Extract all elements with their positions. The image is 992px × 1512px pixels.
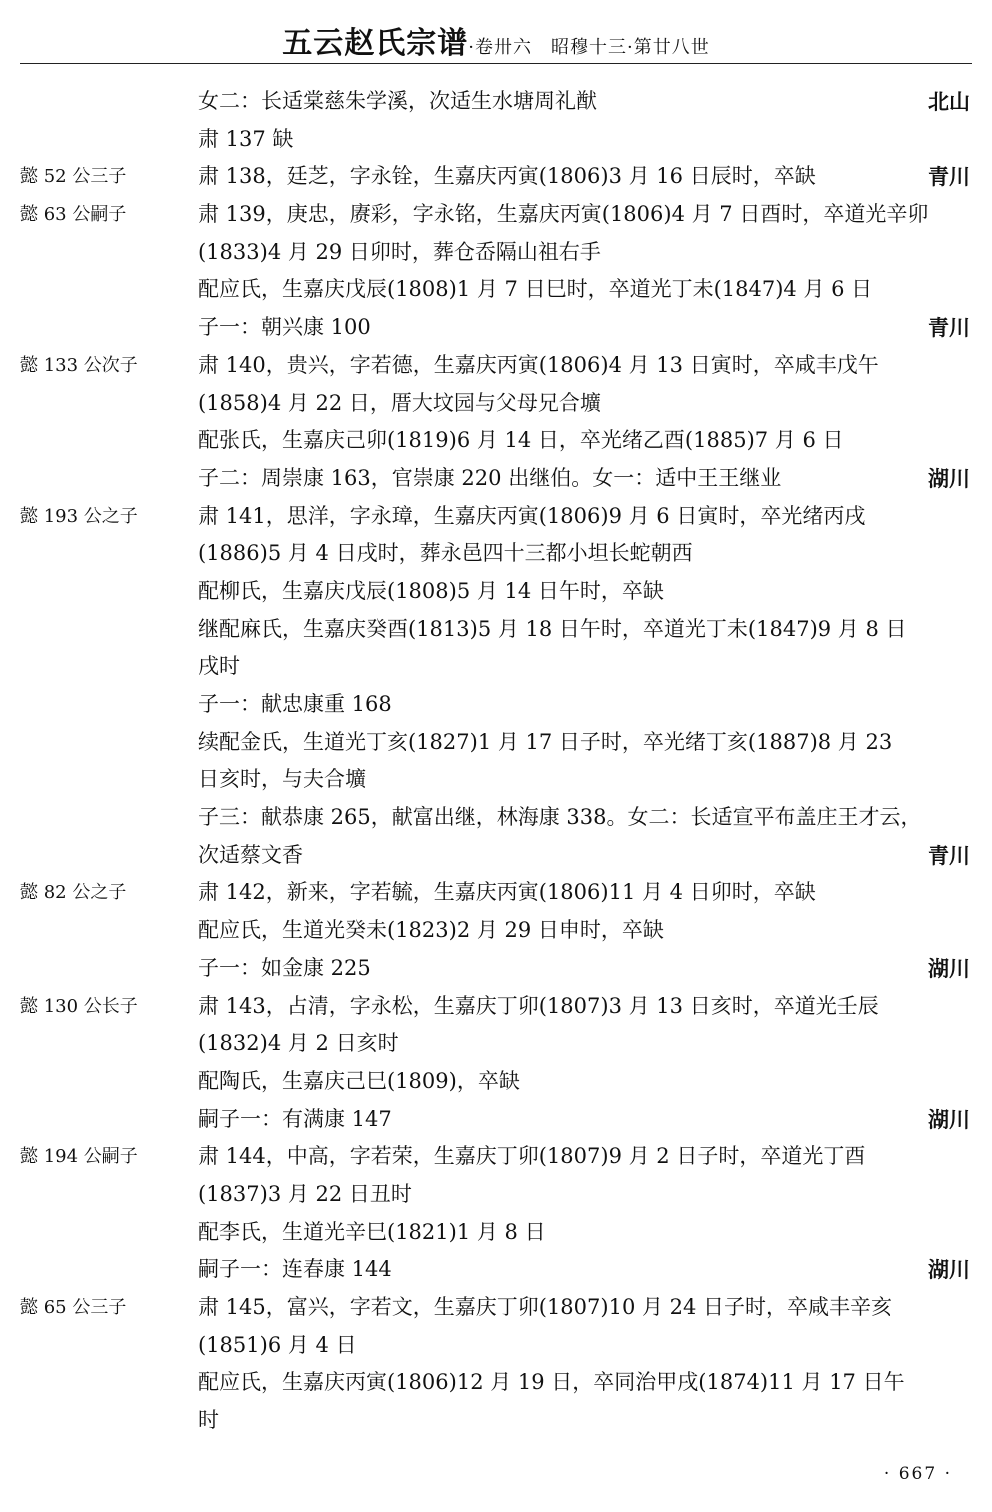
entry-text: 配柳氏，生嘉庆戊辰(1808)5 月 14 日午时，卒缺	[198, 578, 664, 603]
entry-text: 日亥时，与夫合壙	[198, 767, 366, 792]
entry-line	[0, 686, 992, 724]
entry-text: (1858)4 月 22 日，厝大坟园与父母兄合壙	[198, 390, 601, 415]
lineage-note: 懿 194 公嗣子	[20, 1146, 138, 1168]
entry-line	[0, 158, 992, 196]
entry-text: 肃 138，廷芝，字永铨，生嘉庆丙寅(1806)3 月 16 日辰时，卒缺	[198, 164, 816, 189]
entry-line	[0, 1251, 992, 1289]
entry-line	[0, 83, 992, 121]
entry-line	[0, 1025, 992, 1063]
entry-text: (1837)3 月 22 日丑时	[198, 1181, 412, 1206]
entry-text: 子二：周崇康 163，官崇康 220 出继伯。女一：适中王王继业	[198, 465, 782, 490]
entry-text: (1832)4 月 2 日亥时	[198, 1031, 399, 1056]
entry-line	[0, 1101, 992, 1139]
entry-line	[0, 498, 992, 536]
lineage-note: 懿 133 公次子	[20, 354, 138, 376]
place-label: 湖川	[928, 1257, 970, 1283]
entry-text: 肃 144，中高，字若荣，生嘉庆丁卯(1807)9 月 2 日子时，卒道光丁酉	[198, 1144, 866, 1169]
entry-text: 女二：长适棠慈朱学溪，次适生水塘周礼猷	[198, 89, 597, 113]
entry-text: 嗣子一：有满康 147	[198, 1106, 392, 1131]
entry-text: 配应氏，生嘉庆丙寅(1806)12 月 19 日，卒同治甲戌(1874)11 月 17 日午	[198, 1370, 905, 1395]
entry-line	[0, 950, 992, 988]
entry-line	[0, 1402, 992, 1440]
entry-text: (1851)6 月 4 日	[198, 1332, 357, 1357]
entry-line	[0, 648, 992, 686]
place-label: 湖川	[928, 465, 970, 491]
entry-text: 肃 142，新来，字若毓，生嘉庆丙寅(1806)11 月 4 日卯时，卒缺	[198, 880, 816, 905]
place-label: 湖川	[928, 1106, 970, 1132]
lineage-note: 懿 82 公之子	[20, 882, 127, 904]
entry-text: 配应氏，生嘉庆戊辰(1808)1 月 7 日巳时，卒道光丁未(1847)4 月 6 日	[198, 277, 873, 302]
page-number: · 667 ·	[883, 1464, 952, 1484]
book-title: 五云赵氏宗谱	[282, 26, 469, 61]
entry-text: 时	[198, 1408, 219, 1433]
entry-line	[0, 234, 992, 272]
entry-line	[0, 271, 992, 309]
entry-text: 子一：献忠康重 168	[198, 692, 392, 716]
entry-line	[0, 1138, 992, 1176]
place-label: 青川	[928, 164, 970, 190]
entry-line	[0, 535, 992, 573]
entry-text: 子一：如金康 225	[198, 955, 371, 980]
entry-text: 配应氏，生道光癸未(1823)2 月 29 日申时，卒缺	[198, 918, 664, 943]
entry-text: 肃 137 缺	[198, 126, 294, 151]
entry-line	[0, 347, 992, 385]
entry-text: 配张氏，生嘉庆己卯(1819)6 月 14 日，卒光绪乙酉(1885)7 月 6 日	[198, 428, 844, 453]
entry-text: 继配麻氏，生嘉庆癸酉(1813)5 月 18 日午时，卒道光丁未(1847)9 月 8 日	[198, 616, 907, 641]
page-header	[0, 18, 992, 62]
entry-line	[0, 196, 992, 234]
entry-line	[0, 1289, 992, 1327]
lineage-note: 懿 65 公三子	[20, 1297, 127, 1318]
genealogy-entries	[0, 83, 992, 1440]
section-subtitle: ·卷卅六 昭穆十三·第廿八世	[468, 37, 710, 58]
entry-line	[0, 912, 992, 950]
header-rule	[20, 63, 972, 64]
place-label: 北山	[928, 89, 970, 114]
entry-text: 肃 143，占清，字永松，生嘉庆丁卯(1807)3 月 13 日亥时，卒道光壬辰	[198, 993, 879, 1018]
entry-text: 嗣子一：连春康 144	[198, 1257, 392, 1282]
entry-text: 子一：朝兴康 100	[198, 315, 371, 340]
entry-line	[0, 1327, 992, 1365]
entry-line	[0, 309, 992, 347]
entry-text: 戌时	[198, 654, 240, 679]
entry-line	[0, 1364, 992, 1402]
entry-line	[0, 761, 992, 799]
entry-line	[0, 988, 992, 1026]
place-label: 青川	[928, 315, 970, 341]
entry-line	[0, 121, 992, 159]
place-label: 青川	[928, 842, 970, 868]
entry-line	[0, 422, 992, 460]
entry-text: 次适蔡文香	[198, 842, 303, 867]
lineage-note: 懿 193 公之子	[20, 505, 138, 527]
lineage-note: 懿 52 公三子	[20, 166, 127, 188]
entry-text: (1833)4 月 29 日卯时，葬仓岙隔山祖右手	[198, 239, 601, 264]
entry-line	[0, 460, 992, 498]
entry-line	[0, 724, 992, 762]
entry-line	[0, 837, 992, 875]
entry-text: 配李氏，生道光辛巳(1821)1 月 8 日	[198, 1219, 546, 1244]
entry-line	[0, 1214, 992, 1252]
entry-line	[0, 611, 992, 649]
entry-line	[0, 1063, 992, 1101]
lineage-note: 懿 63 公嗣子	[20, 204, 127, 226]
entry-line	[0, 573, 992, 611]
entry-line	[0, 385, 992, 423]
entry-text: 肃 141，思洋，字永璋，生嘉庆丙寅(1806)9 月 6 日寅时，卒光绪丙戌	[198, 503, 866, 528]
entry-text: 配陶氏，生嘉庆己巳(1809)，卒缺	[198, 1068, 520, 1093]
entry-text: 肃 139，庚忠，赓彩，字永铭，生嘉庆丙寅(1806)4 月 7 日酉时，卒道光辛卯	[198, 202, 929, 227]
entry-text: (1886)5 月 4 日戌时，葬永邑四十三都小坦长蛇朝西	[198, 541, 693, 566]
place-label: 湖川	[928, 955, 970, 981]
entry-text: 子三：献恭康 265，献富出继，林海康 338。女二：长适宣平布盖庄王才云，	[198, 805, 922, 830]
entry-line	[0, 799, 992, 837]
entry-text: 肃 145，富兴，字若文，生嘉庆丁卯(1807)10 月 24 日子时，卒咸丰辛亥	[198, 1295, 893, 1319]
entry-text: 续配金氏，生道光丁亥(1827)1 月 17 日子时，卒光绪丁亥(1887)8 月 23	[198, 729, 893, 754]
lineage-note: 懿 130 公长子	[20, 995, 138, 1017]
entry-line	[0, 1176, 992, 1214]
entry-text: 肃 140，贵兴，字若德，生嘉庆丙寅(1806)4 月 13 日寅时，卒咸丰戊午	[198, 352, 879, 377]
entry-line	[0, 874, 992, 912]
